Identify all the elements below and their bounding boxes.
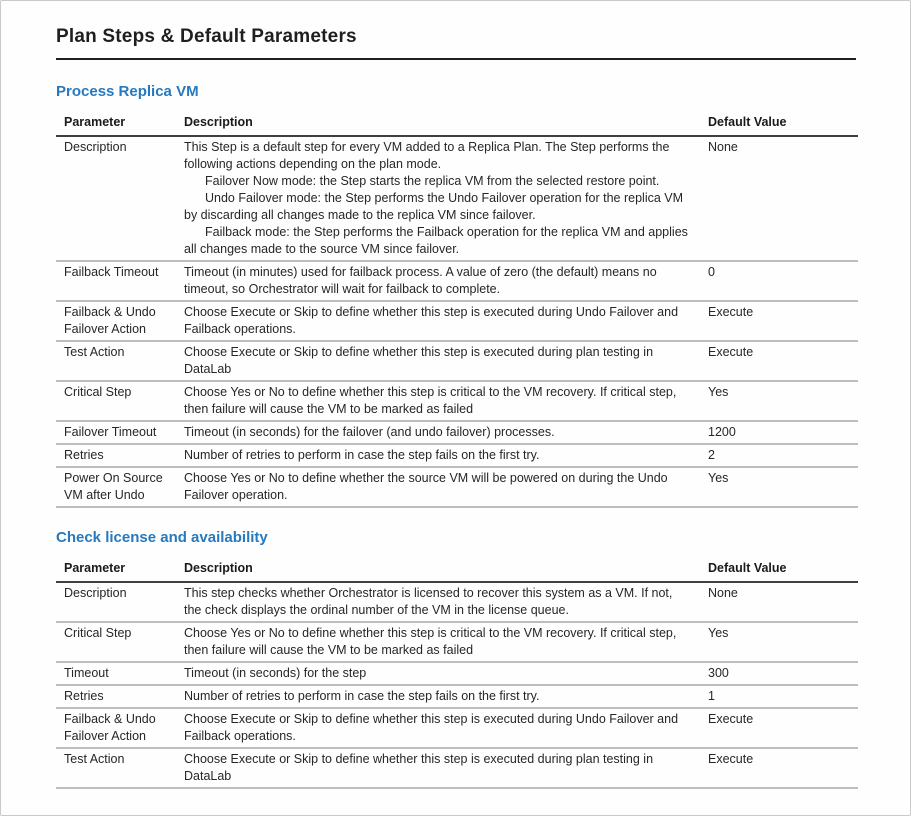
parameter-cell: Description — [56, 582, 176, 622]
description-cell: Choose Yes or No to define whether the source VM will be powered on during the Undo Failover operation. — [176, 467, 700, 507]
default-value-cell: 300 — [700, 662, 858, 685]
col-header-default-value: Default Value — [700, 111, 858, 136]
parameter-cell: Test Action — [56, 341, 176, 381]
default-value-cell: Yes — [700, 381, 858, 421]
parameter-cell: Failback & Undo Failover Action — [56, 301, 176, 341]
desc-paragraph: Failback mode: the Step performs the Failback operation for the replica VM and applies all changes made to the source VM since failover. — [184, 225, 688, 256]
description-cell: Choose Execute or Skip to define whether this step is executed during Undo Failover and Failback operations. — [176, 708, 700, 748]
desc-paragraph: Undo Failover mode: the Step performs the Undo Failover operation for the replica VM by discarding all changes made to the replica VM since failover. — [184, 191, 684, 222]
description-cell: Number of retries to perform in case the step fails on the first try. — [176, 444, 700, 467]
col-header-description: Description — [176, 557, 700, 582]
col-header-parameter: Parameter — [56, 111, 176, 136]
table-row — [56, 136, 858, 261]
table-row — [56, 685, 858, 708]
table-row — [56, 444, 858, 467]
default-value-cell: Yes — [700, 467, 858, 507]
description-cell: Choose Execute or Skip to define whether this step is executed during plan testing in DataLab — [176, 748, 700, 788]
parameter-cell: Description — [56, 136, 176, 261]
table-row — [56, 301, 858, 341]
parameter-cell: Retries — [56, 444, 176, 467]
description-cell: Choose Yes or No to define whether this step is critical to the VM recovery. If critical step, then failure will cause the VM to be marked as failed — [176, 622, 700, 662]
parameter-cell: Failback & Undo Failover Action — [56, 708, 176, 748]
col-header-default-value: Default Value — [700, 557, 858, 582]
default-value-cell: Execute — [700, 301, 858, 341]
default-value-cell: Execute — [700, 708, 858, 748]
parameter-cell: Critical Step — [56, 622, 176, 662]
description-cell: Timeout (in seconds) for the step — [176, 662, 700, 685]
table-row — [56, 381, 858, 421]
col-header-description: Description — [176, 111, 700, 136]
default-value-cell: Yes — [700, 622, 858, 662]
table-row — [56, 467, 858, 507]
default-value-cell: 1200 — [700, 421, 858, 444]
col-header-parameter: Parameter — [56, 557, 176, 582]
parameter-cell: Critical Step — [56, 381, 176, 421]
parameter-cell: Failback Timeout — [56, 261, 176, 301]
description-cell: Choose Yes or No to define whether this step is critical to the VM recovery. If critical step, then failure will cause the VM to be marked as failed — [176, 381, 700, 421]
desc-paragraph: This Step is a default step for every VM added to a Replica Plan. The Step performs the following actions depending on the plan mode. — [184, 140, 670, 171]
table-row — [56, 748, 858, 788]
table-row — [56, 622, 858, 662]
table-row — [56, 421, 858, 444]
default-value-cell: None — [700, 582, 858, 622]
table-row — [56, 582, 858, 622]
table-row — [56, 341, 858, 381]
page-title: Plan Steps & Default Parameters — [56, 25, 856, 60]
table-row — [56, 708, 858, 748]
default-value-cell: 0 — [700, 261, 858, 301]
process-replica-vm-table — [56, 111, 858, 508]
default-value-cell: 1 — [700, 685, 858, 708]
default-value-cell: None — [700, 136, 858, 261]
check-license-table — [56, 557, 858, 789]
section-heading-process-replica-vm: Process Replica VM — [56, 83, 199, 100]
table-row — [56, 662, 858, 685]
description-cell: Number of retries to perform in case the step fails on the first try. — [176, 685, 700, 708]
section-heading-check-license: Check license and availability — [56, 529, 268, 546]
description-cell: Timeout (in seconds) for the failover (and undo failover) processes. — [176, 421, 700, 444]
parameter-cell: Test Action — [56, 748, 176, 788]
table-header-row — [56, 557, 858, 582]
table-header-row — [56, 111, 858, 136]
default-value-cell: Execute — [700, 748, 858, 788]
description-cell: This step checks whether Orchestrator is licensed to recover this system as a VM. If not, the check displays the ordinal number of the VM in the license queue. — [176, 582, 700, 622]
description-cell: Choose Execute or Skip to define whether this step is executed during Undo Failover and Failback operations. — [176, 301, 700, 341]
parameter-cell: Retries — [56, 685, 176, 708]
parameter-cell: Power On Source VM after Undo — [56, 467, 176, 507]
parameter-cell: Failover Timeout — [56, 421, 176, 444]
description-cell: Timeout (in minutes) used for failback process. A value of zero (the default) means no timeout, so Orchestrator will wait for failback to complete. — [176, 261, 700, 301]
default-value-cell: 2 — [700, 444, 858, 467]
desc-paragraph: Failover Now mode: the Step starts the replica VM from the selected restore point. — [205, 174, 660, 188]
parameter-cell: Timeout — [56, 662, 176, 685]
table-row — [56, 261, 858, 301]
description-cell — [176, 136, 700, 261]
description-cell: Choose Execute or Skip to define whether this step is executed during plan testing in DataLab — [176, 341, 700, 381]
default-value-cell: Execute — [700, 341, 858, 381]
